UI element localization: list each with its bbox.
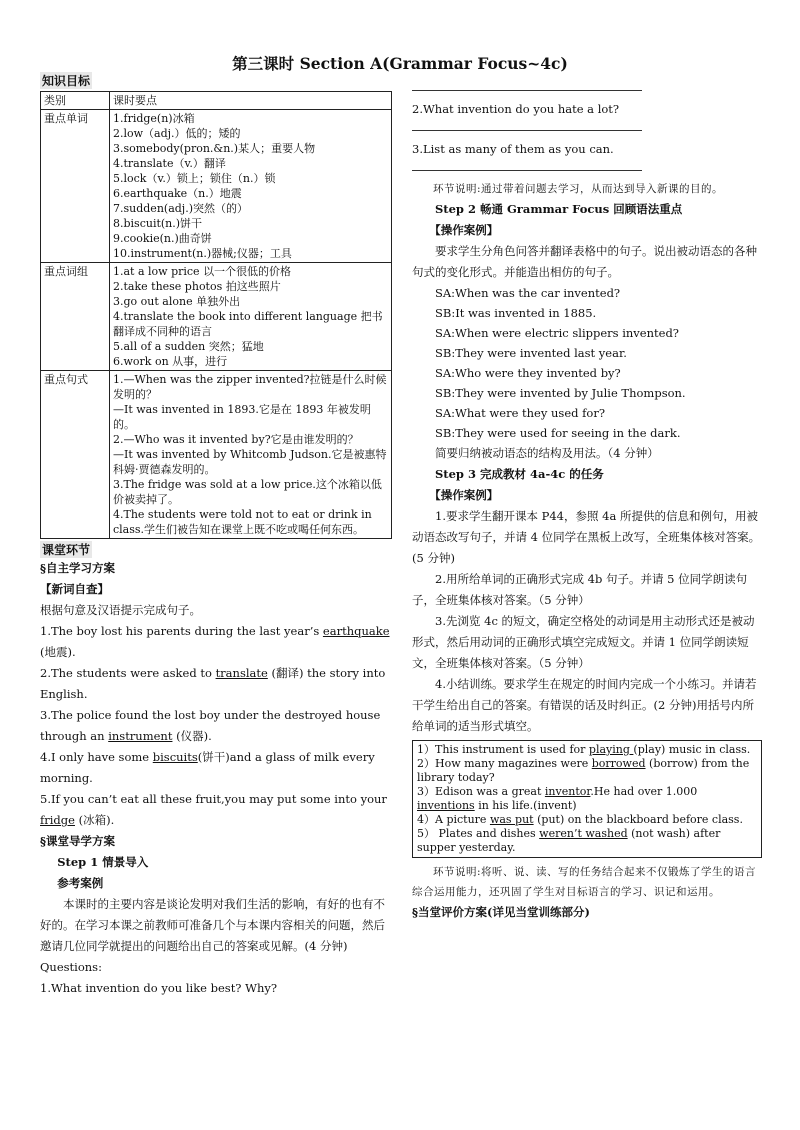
exercise-text: (put) on the blackboard before class. bbox=[533, 813, 743, 826]
sentence-4 bbox=[40, 747, 392, 789]
exercise-text: 3）Edison was a great bbox=[417, 785, 545, 798]
table-header-category: 类别 bbox=[41, 92, 110, 110]
exercise-5 bbox=[417, 827, 757, 855]
operation-case-heading: 【操作案例】 bbox=[429, 488, 499, 502]
list-item: 3.The fridge was sold at a low price.这个冰箱以低价被卖掉了。 bbox=[113, 478, 382, 506]
self-study-heading: §自主学习方案 bbox=[40, 561, 116, 575]
sentence-text: (饼干)and a glass of milk every morning. bbox=[40, 750, 375, 785]
sentence-text: 4.I only have some bbox=[40, 750, 153, 764]
exercise-text: in his life.(invent) bbox=[474, 799, 577, 812]
answer-line bbox=[412, 120, 642, 131]
dialog-line: SA:When was the car invented? bbox=[435, 286, 621, 300]
list-item: 5.lock（v.）锁上；锁住（n.）锁 bbox=[113, 172, 276, 185]
exercise-2 bbox=[417, 757, 757, 785]
exercise-text: 1）This instrument is used for bbox=[417, 743, 589, 756]
right-column bbox=[412, 80, 762, 923]
dialog-line: SA:When were electric slippers invented? bbox=[435, 326, 679, 340]
note-1: 环节说明:通过带着问题去学习，从而达到导入新课的目的。 bbox=[433, 183, 724, 195]
sentence-2 bbox=[40, 663, 392, 705]
answer-blank: fridge bbox=[40, 813, 75, 827]
exercise-text: 2）How many magazines were bbox=[417, 757, 592, 770]
dialog-line: SB:They were invented last year. bbox=[435, 346, 627, 360]
exercise-text: 4）A picture bbox=[417, 813, 490, 826]
answer-blank: inventions bbox=[417, 799, 475, 812]
list-item: 2.—Who was it invented by?它是由谁发明的？ bbox=[113, 433, 359, 446]
answer-blank: biscuits bbox=[152, 750, 198, 764]
row-items bbox=[110, 371, 392, 539]
sentence-3 bbox=[40, 705, 392, 747]
list-item: 5.all of a sudden 突然；猛地 bbox=[113, 340, 264, 353]
list-item: 10.instrument(n.)器械;仪器；工具 bbox=[113, 247, 292, 260]
evaluation-heading: §当堂评价方案(详见当堂训练部分) bbox=[412, 905, 590, 919]
list-item: 1.—When was the zipper invented?拉链是什么时候发明的？ bbox=[113, 373, 387, 401]
list-item: 6.work on 从事，进行 bbox=[113, 355, 228, 368]
exercise-text: (not wash) after supper yesterday. bbox=[417, 827, 721, 854]
dialog-line: SB:It was invented in 1885. bbox=[435, 306, 597, 320]
operation-case-heading: 【操作案例】 bbox=[429, 223, 499, 237]
new-words-instruction: 根据句意及汉语提示完成句子。 bbox=[40, 603, 201, 617]
dialog-line: SB:They were invented by Julie Thompson. bbox=[435, 386, 686, 400]
row-items bbox=[110, 263, 392, 371]
answer-blank: weren’t washed bbox=[539, 827, 628, 840]
reference-case-heading: 参考案例 bbox=[57, 876, 104, 890]
list-item: 2.take these photos 拍这些照片 bbox=[113, 280, 281, 293]
list-item: 6.earthquake（n.）地震 bbox=[113, 187, 242, 200]
list-item: —It was invented by Whitcomb Judson.它是被惠特科姆·贾德森发明的。 bbox=[113, 448, 387, 476]
list-item: 4.translate the book into different language 把书翻译成不同种的语言 bbox=[113, 310, 383, 338]
step1-heading: Step 1 情景导入 bbox=[57, 855, 149, 869]
answer-blank: earthquake bbox=[322, 624, 390, 638]
left-column bbox=[40, 72, 392, 999]
exercise-text: (borrow) from the library today? bbox=[417, 757, 750, 784]
sentence-text: (冰箱). bbox=[74, 813, 115, 827]
table-header-points: 课时要点 bbox=[110, 92, 392, 110]
list-item: 7.sudden(adj.)突然（的） bbox=[113, 202, 248, 215]
sentence-text: (地震). bbox=[40, 645, 76, 659]
exercise-text: (play) music in class. bbox=[633, 743, 751, 756]
row-items bbox=[110, 110, 392, 263]
table-row bbox=[41, 263, 392, 371]
answer-blank: translate bbox=[215, 666, 268, 680]
answer-blank: borrowed bbox=[591, 757, 646, 770]
row-category: 重点单词 bbox=[41, 110, 110, 263]
list-item: 1.fridge(n)冰箱 bbox=[113, 112, 195, 125]
answer-blank: playing bbox=[588, 743, 634, 756]
list-item: 4.The students were told not to eat or drink in class.学生们被告知在课堂上既不吃或喝任何东西。 bbox=[113, 508, 372, 536]
task-3: 3.先浏览 4c 的短文，确定空格处的动词是用主动形式还是被动形式，然后用动词的正确形式填空完成短文。并请 1 位同学朗读短文，全班集体核对答案。（5 分钟） bbox=[412, 614, 755, 670]
step2-heading: Step 2 畅通 Grammar Focus 回顾语法重点 bbox=[435, 202, 683, 216]
answer-blank: instrument bbox=[108, 729, 173, 743]
page-title: 第三课时 Section A(Grammar Focus~4c) bbox=[232, 54, 568, 73]
sentence-text: 3.The police found the lost boy under the destroyed house through an bbox=[40, 708, 381, 743]
task-2: 2.用所给单词的正确形式完成 4b 句子。并请 5 位同学朗读句子，全班集体核对答案。（5 分钟） bbox=[412, 572, 748, 607]
question-1: 1.What invention do you like best? Why? bbox=[40, 981, 278, 995]
knowledge-table bbox=[40, 91, 392, 539]
summary-text: 简要归纳被动语态的结构及用法。（4 分钟） bbox=[435, 446, 659, 460]
sentence-text: 5.If you can’t eat all these fruit,you may put some into your bbox=[40, 792, 387, 806]
list-item: 3.go out alone 单独外出 bbox=[113, 295, 241, 308]
exercise-3 bbox=[417, 785, 757, 813]
exercise-box bbox=[412, 740, 762, 858]
dialog-line: SB:They were used for seeing in the dark. bbox=[435, 426, 681, 440]
list-item: —It was invented in 1893.它是在 1893 年被发明的。 bbox=[113, 403, 371, 431]
objectives-header: 知识目标 bbox=[42, 74, 91, 88]
guide-heading: §课堂导学方案 bbox=[40, 834, 116, 848]
list-item: 9.cookie(n.)曲奇饼 bbox=[113, 232, 212, 245]
table-row bbox=[41, 371, 392, 539]
sentence-text: (翻译) the story into English. bbox=[40, 666, 386, 701]
task-4: 4.小结训练。要求学生在规定的时间内完成一个小练习。并请若干学生给出自己的答案。有错误的话及时纠正。(2 分钟)用括号内所给单词的适当形式填空。 bbox=[412, 677, 757, 733]
step2-text: 要求学生分角色问答并翻译表格中的句子。说出被动语态的各种句式的变化形式。并能造出相仿的句子。 bbox=[412, 244, 757, 279]
sentence-5 bbox=[40, 789, 392, 831]
exercise-1 bbox=[417, 743, 757, 757]
note-2: 环节说明:将听、说、读、写的任务结合起来不仅锻炼了学生的语言综合运用能力，还巩固了学生对目标语言的学习、识记和运用。 bbox=[412, 866, 757, 898]
questions-label: Questions: bbox=[40, 960, 102, 974]
list-item: 8.biscuit(n.)饼干 bbox=[113, 217, 203, 230]
sentence-text: 2.The students were asked to bbox=[40, 666, 216, 680]
dialog-line: SA:What were they used for? bbox=[435, 406, 605, 420]
dialog-line: SA:Who were they invented by? bbox=[435, 366, 621, 380]
sentence-1 bbox=[40, 621, 392, 663]
list-item: 3.somebody(pron.&n.)某人；重要人物 bbox=[113, 142, 316, 155]
new-words-heading: 【新词自查】 bbox=[40, 582, 109, 596]
answer-line bbox=[412, 160, 642, 171]
sentence-text: 1.The boy lost his parents during the last year’s bbox=[40, 624, 323, 638]
step1-text: 本课时的主要内容是谈论发明对我们生活的影响，有好的也有不好的。在学习本课之前教师可准备几个与本课内容相关的问题，然后邀请几位同学就提出的问题给出自己的答案或见解。(4 分钟) bbox=[40, 897, 385, 953]
exercise-text: 5） Plates and dishes bbox=[417, 827, 540, 840]
list-item: 4.translate（v.）翻译 bbox=[113, 157, 226, 170]
class-header: 课堂环节 bbox=[42, 543, 91, 557]
step3-heading: Step 3 完成教材 4a-4c 的任务 bbox=[435, 467, 604, 481]
question-3: 3.List as many of them as you can. bbox=[412, 142, 614, 156]
row-category: 重点句式 bbox=[41, 371, 110, 539]
question-2: 2.What invention do you hate a lot? bbox=[412, 102, 620, 116]
list-item: 2.low（adj.）低的；矮的 bbox=[113, 127, 241, 140]
row-category: 重点词组 bbox=[41, 263, 110, 371]
exercise-4 bbox=[417, 813, 757, 827]
answer-blank: was put bbox=[489, 813, 534, 826]
sentence-text: (仪器). bbox=[172, 729, 212, 743]
list-item: 1.at a low price 以一个很低的价格 bbox=[113, 265, 292, 278]
exercise-text: .He had over 1.000 bbox=[590, 785, 698, 798]
table-header-row bbox=[41, 92, 392, 110]
task-1: 1.要求学生翻开课本 P44，参照 4a 所提供的信息和例句，用被动语态改写句子，并请 4 位同学在黑板上改写，全班集体核对答案。(5 分钟) bbox=[412, 509, 761, 565]
answer-blank: inventor bbox=[544, 785, 591, 798]
table-row bbox=[41, 110, 392, 263]
answer-line bbox=[412, 80, 642, 91]
